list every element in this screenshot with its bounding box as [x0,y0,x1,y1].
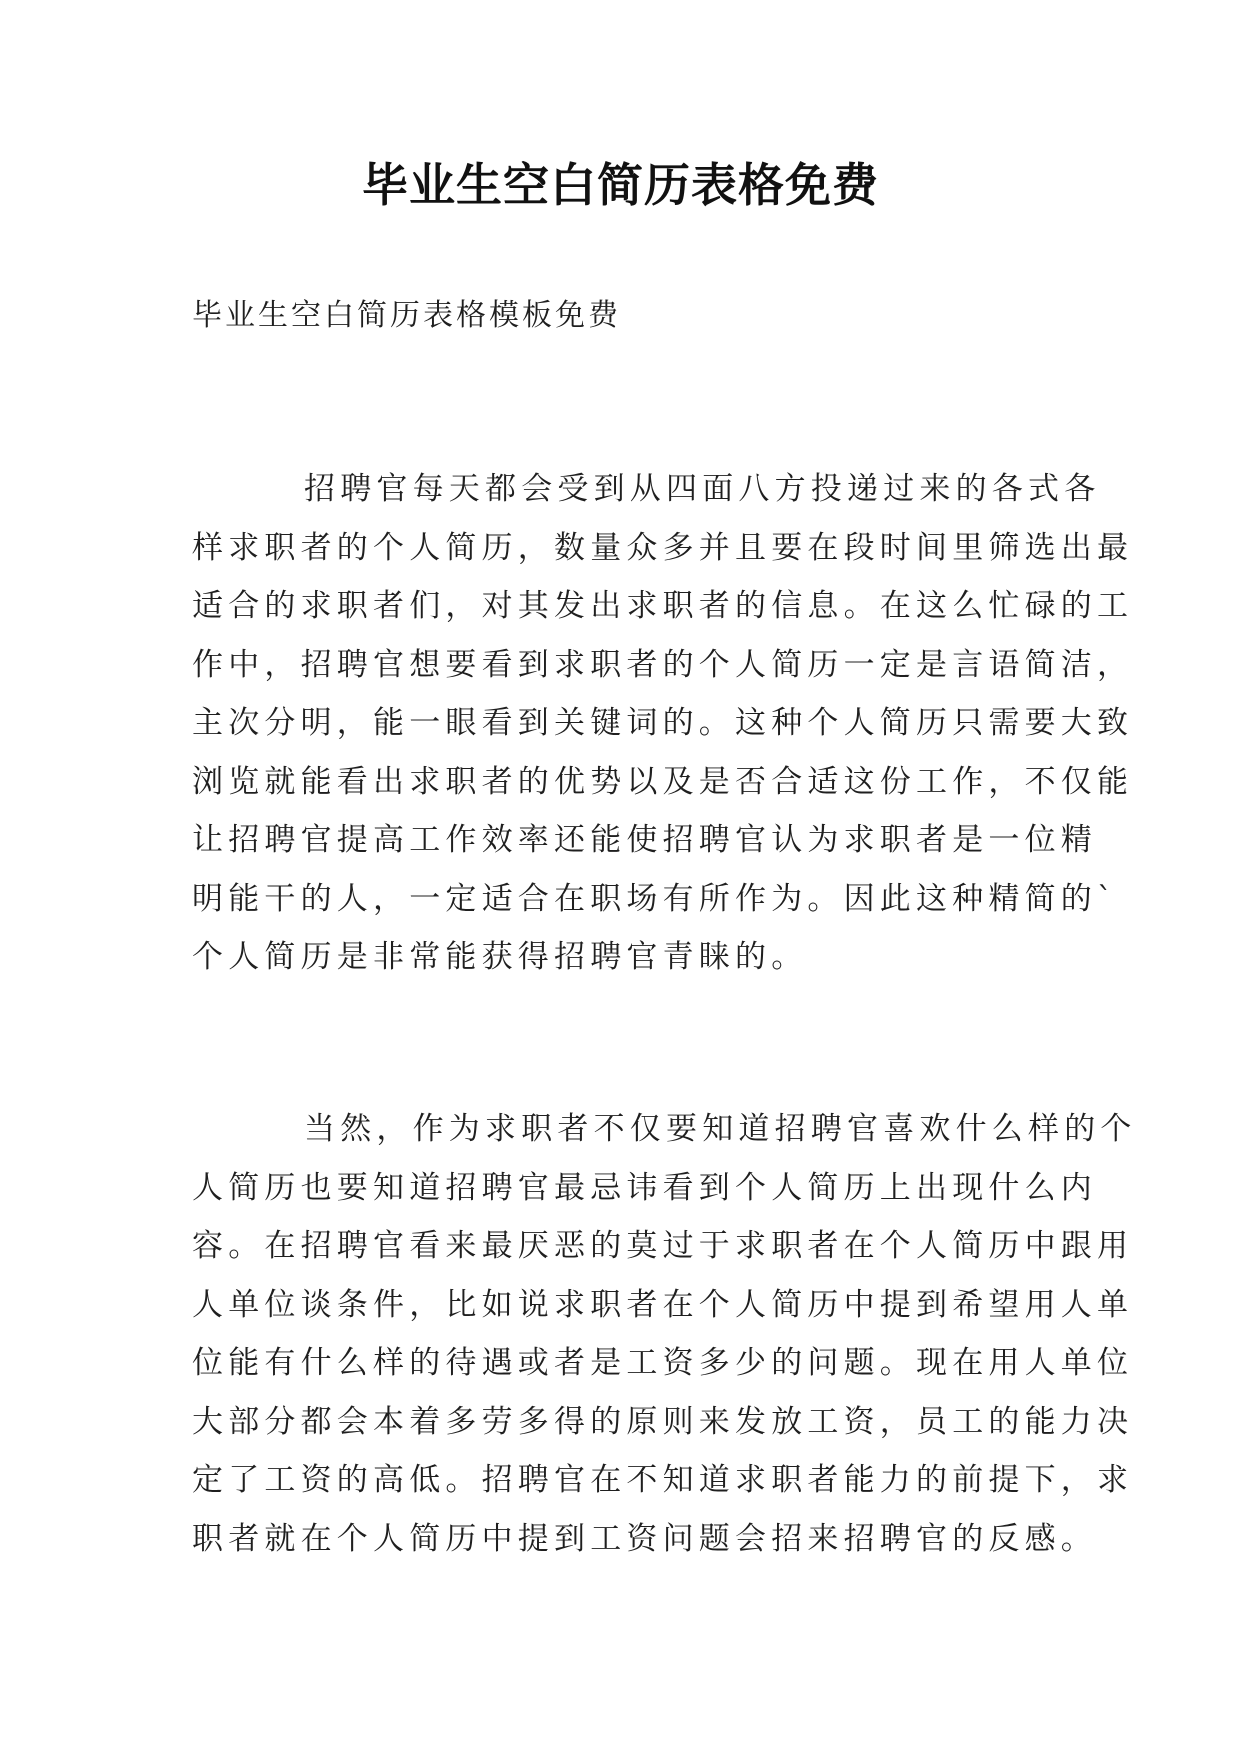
document-title: 毕业生空白简历表格免费 [362,158,879,212]
paragraph-line: 浏览就能看出求职者的优势以及是否合适这份工作，不仅能 [192,763,1134,800]
document-subtitle: 毕业生空白简历表格模板免费 [192,298,621,333]
paragraph-line: 作中，招聘官想要看到求职者的个人简历一定是言语简洁， [192,646,1134,683]
paragraph-line: 人简历也要知道招聘官最忌讳看到个人简历上出现什么内 [192,1169,1097,1206]
paragraph-line: 职者就在个人简历中提到工资问题会招来招聘官的反感。 [192,1520,1097,1557]
paragraph-line: 个人简历是非常能获得招聘官青睐的。 [192,939,808,975]
paragraph-line: 主次分明，能一眼看到关键词的。这种个人简历只需要大致 [192,705,1134,741]
paragraph-line: 让招聘官提高工作效率还能使招聘官认为求职者是一位精 [192,822,1097,858]
paragraph-line: 定了工资的高低。招聘官在不知道求职者能力的前提下，求 [192,1462,1134,1498]
paragraph-line: 大部分都会本着多劳多得的原则来发放工资，员工的能力决 [192,1403,1134,1440]
paragraph-line: 适合的求职者们，对其发出求职者的信息。在这么忙碌的工 [192,588,1134,624]
paragraph-line: 当然，作为求职者不仅要知道招聘官喜欢什么样的个 [304,1111,1137,1147]
paragraph-line: 容。在招聘官看来最厌恶的莫过于求职者在个人简历中跟用 [192,1228,1134,1264]
paragraph-line: 人单位谈条件，比如说求职者在个人简历中提到希望用人单 [192,1286,1134,1323]
body-paragraph-2 [192,1100,1137,1568]
paragraph-line: 样求职者的个人简历，数量众多并且要在段时间里筛选出最 [192,529,1134,566]
paragraph-line: 招聘官每天都会受到从四面八方投递过来的各式各 [304,471,1101,507]
paragraph-line: 明能干的人，一定适合在职场有所作为。因此这种精简的` [192,880,1118,917]
body-paragraph-1 [192,460,1134,987]
paragraph-line: 位能有什么样的待遇或者是工资多少的问题。现在用人单位 [192,1345,1134,1381]
